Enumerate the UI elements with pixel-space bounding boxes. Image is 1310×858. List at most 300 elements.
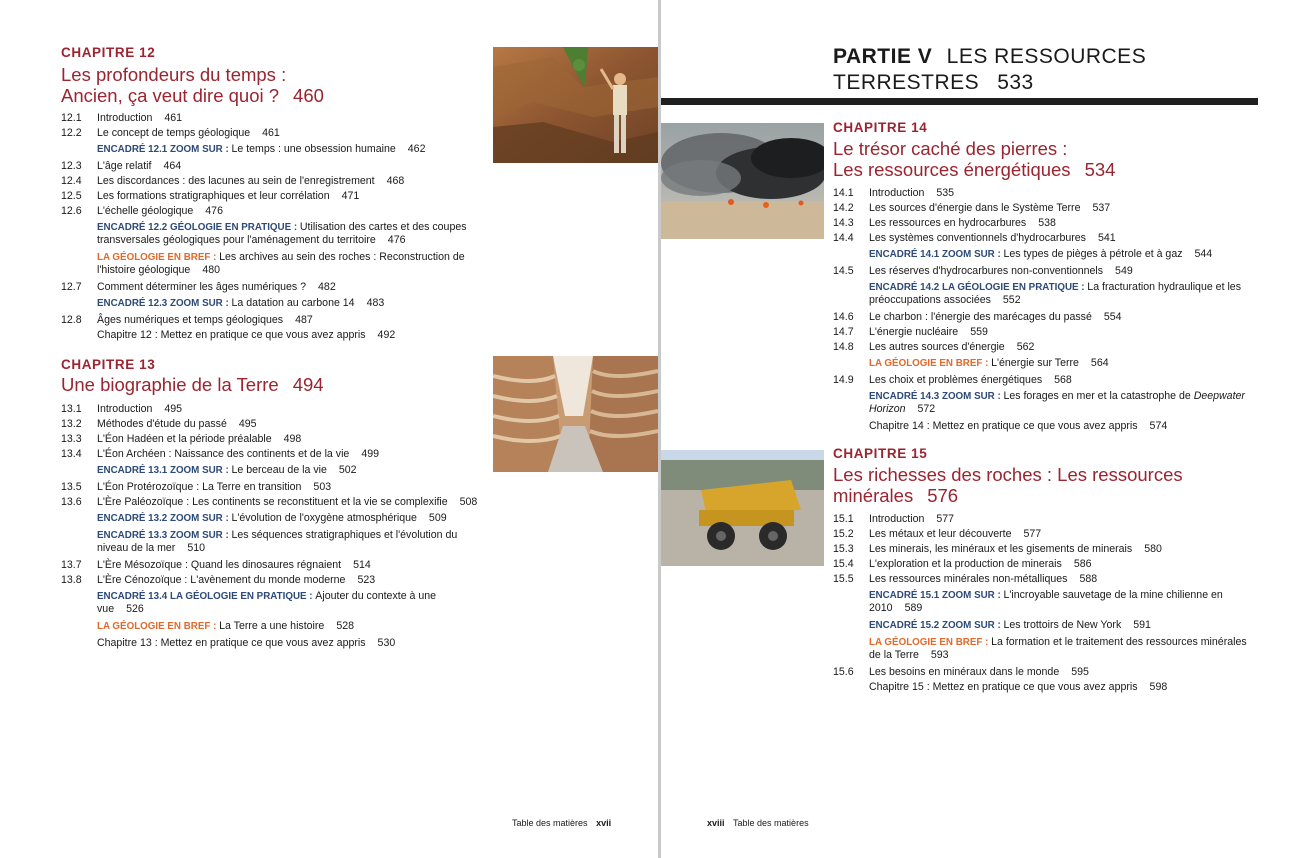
toc-entry-page: 523 [357,574,376,586]
toc-entry-page: 482 [318,281,336,293]
toc-entry[interactable] [833,557,1258,572]
toc-entry-text [869,636,1258,662]
toc-entry-text [97,573,481,588]
encadre-label: ENCADRÉ 12.1 ZOOM SUR : [97,144,232,155]
toc-entry-number: 13.3 [61,433,82,445]
toc-entry-page: 480 [202,264,220,276]
toc-entry-text [869,264,1258,279]
toc-entry-number: 14.7 [833,326,854,338]
toc-entry-title: Les autres sources d'énergie [869,341,1005,353]
toc-entry-number: 12.2 [61,127,82,139]
toc-entry-page: 514 [353,559,371,571]
toc-entry[interactable] [61,432,481,447]
toc-entry-page: 593 [930,649,949,661]
chapter-12-entries [61,111,481,343]
toc-entry-title: L'âge relatif [97,160,152,172]
toc-entry[interactable] [61,558,481,573]
toc-entry-text [97,280,481,295]
toc-box-entry[interactable] [61,463,481,478]
chapter-12-label: CHAPITRE 12 [61,45,156,60]
chapter-15-label: CHAPITRE 15 [833,446,928,461]
toc-entry-page: 471 [341,190,360,202]
toc-entry-title: Les besoins en minéraux dans le monde [869,666,1060,678]
toc-entry-title: L'évolution de l'oxygène atmosphérique [231,512,417,524]
left-footer-text: Table des matières [512,818,588,828]
oil-fire-photo [661,123,824,239]
toc-entry-number [61,464,97,477]
encadre-label: ENCADRÉ 13.2 ZOOM SUR : [97,513,232,524]
toc-entry-text [869,557,1258,572]
toc-entry-page: 528 [336,620,355,632]
toc-entry-text [97,126,481,141]
toc-entry-number: 13.6 [61,496,82,508]
toc-entry[interactable] [833,264,1258,279]
toc-entry-number: 12.7 [61,281,82,293]
toc-entry-number: 13.5 [61,481,82,493]
toc-entry[interactable] [833,419,1258,434]
toc-entry[interactable] [61,159,481,174]
toc-entry-number [61,297,97,310]
toc-entry[interactable] [833,325,1258,340]
toc-entry-page: 499 [361,448,379,460]
toc-entry-title: Introduction [869,187,925,199]
toc-entry[interactable] [833,201,1258,216]
encadre-label: ENCADRÉ 12.3 ZOOM SUR : [97,298,232,309]
toc-entry-number: 12.6 [61,205,82,217]
toc-entry-number [833,281,869,307]
chapter-13-page: 494 [292,374,324,395]
toc-entry-page: 468 [386,175,405,187]
toc-entry-text [97,313,481,328]
toc-entry[interactable] [833,216,1258,231]
toc-entry-title: Les sources d'énergie dans le Système Terre [869,202,1081,214]
geologie-en-bref-label: LA GÉOLOGIE EN BREF : [869,358,992,369]
toc-entry-number: 15.4 [833,558,854,570]
toc-entry-number: 15.1 [833,513,854,525]
toc-entry-number: 12.1 [61,112,82,124]
toc-entry-text [97,297,481,310]
toc-entry[interactable] [61,573,481,588]
chapter-15-entries [833,512,1258,695]
toc-entry-page: 559 [970,326,988,338]
toc-box-entry[interactable] [61,619,481,634]
geologie-en-bref-label: LA GÉOLOGIE EN BREF : [97,252,220,263]
toc-entry[interactable] [61,189,481,204]
toc-entry-text [97,495,481,510]
left-footer [512,818,611,828]
right-footer-page: xviii [707,818,725,828]
toc-entry-number: 13.2 [61,418,82,430]
toc-entry-number: 12.3 [61,160,82,172]
toc-entry-title: Utilisation des cartes et des coupes transversales géologiques pour l'aménagement du territoire [97,221,467,246]
toc-entry-number [833,419,869,434]
toc-box-entry[interactable] [833,247,1258,262]
toc-entry-number [61,620,97,633]
toc-entry-page: 483 [366,297,385,309]
toc-entry-page: 537 [1092,202,1111,214]
right-footer [707,818,809,828]
toc-entry-page: 552 [1002,294,1021,306]
toc-entry[interactable] [61,495,481,510]
chapter-15-title-line2: minérales [833,485,914,506]
toc-entry-text [869,527,1258,542]
toc-entry-page: 509 [428,512,447,524]
slot-canyon-photo [493,356,658,472]
toc-entry-number: 12.8 [61,314,82,326]
toc-entry-text [869,373,1258,388]
toc-entry-page: 461 [164,112,183,124]
toc-entry-title: L'exploration et la production de minerais [869,558,1062,570]
toc-entry-title: Les réserves d'hydrocarbures non-conventionnels [869,265,1104,277]
chapter-12-title[interactable] [61,64,324,106]
toc-entry[interactable] [833,231,1258,246]
toc-entry-page: 495 [164,403,183,415]
toc-entry-title: L'échelle géologique [97,205,194,217]
toc-entry-number: 15.3 [833,543,854,555]
toc-entry-page: 568 [1054,374,1072,386]
toc-box-entry[interactable] [833,618,1258,633]
toc-entry-number: 14.6 [833,311,854,323]
toc-entry-page: 572 [917,403,936,415]
toc-entry-text [869,619,1258,632]
toc-box-entry[interactable] [833,356,1258,371]
toc-entry[interactable] [61,204,481,219]
toc-entry-text [869,340,1258,355]
toc-entry-title: Introduction [869,513,925,525]
toc-entry-title: L'Ère Paléozoïque : Les continents se reconstituent et la vie se complexifie [97,496,448,508]
toc-entry-page: 498 [283,433,302,445]
toc-entry-title: L'incroyable sauvetage de la mine chilienne en 2010 [869,589,1223,614]
toc-entry-page: 588 [1079,573,1098,585]
toc-entry-number: 14.3 [833,217,854,229]
toc-entry-text [869,665,1258,680]
part-title-line1: LES RESSOURCES [946,45,1147,68]
toc-entry-page: 564 [1090,357,1109,369]
toc-box-entry[interactable] [833,635,1258,663]
toc-box-entry[interactable] [61,142,481,157]
toc-entry-title: Les formations stratigraphiques et leur corrélation [97,190,330,202]
toc-entry-text [97,143,481,156]
toc-box-entry[interactable] [61,250,481,278]
toc-entry-number [61,512,97,525]
toc-entry[interactable] [61,313,481,328]
encadre-label: ENCADRÉ 14.3 ZOOM SUR : [869,391,1004,402]
chapter-14-label: CHAPITRE 14 [833,120,928,135]
encadre-label: ENCADRÉ 15.1 ZOOM SUR : [869,590,1004,601]
toc-entry-number [833,636,869,662]
chapter-14-entries [833,186,1258,434]
toc-box-entry[interactable] [833,280,1258,308]
toc-entry-title: Les systèmes conventionnels d'hydrocarbures [869,232,1086,244]
toc-entry-page: 462 [407,143,426,155]
toc-entry[interactable] [61,328,481,343]
geologie-en-bref-label: LA GÉOLOGIE EN BREF : [869,637,992,648]
toc-box-entry[interactable] [61,589,481,617]
chapter-12-title-line2: Ancien, ça veut dire quoi ? [61,85,280,106]
toc-entry-page: 574 [1149,420,1168,432]
toc-entry-title: Âges numériques et temps géologiques [97,314,284,326]
toc-entry[interactable] [61,280,481,295]
toc-entry-title: Chapitre 13 : Mettez en pratique ce que vous avez appris [97,637,366,649]
toc-box-entry[interactable] [61,511,481,526]
chapter-14-page: 534 [1084,159,1116,180]
chapter-13-title[interactable] [61,374,324,395]
toc-entry-page: 503 [313,481,332,493]
toc-entry-title: L'énergie nucléaire [869,326,959,338]
chapter-15-title[interactable] [833,464,1183,506]
toc-entry-text [869,419,1258,434]
toc-entry-number: 14.1 [833,187,854,199]
toc-entry-text [97,402,481,417]
toc-entry-number [833,619,869,632]
toc-entry-title: Ajouter du contexte à une vue [97,590,437,615]
toc-entry-page: 502 [338,464,357,476]
toc-entry-number: 12.5 [61,190,82,202]
toc-entry[interactable] [61,447,481,462]
toc-entry-title: Chapitre 12 : Mettez en pratique ce que vous avez appris [97,329,366,341]
toc-entry-title: Chapitre 15 : Mettez en pratique ce que vous avez appris [869,681,1138,693]
toc-entry-title: Les archives au sein des roches : Reconstruction de l'histoire géologique [97,251,465,276]
toc-entry[interactable] [61,480,481,495]
toc-entry-number: 14.5 [833,265,854,277]
toc-entry[interactable] [833,680,1258,695]
toc-entry-page: 526 [126,603,144,615]
toc-entry[interactable] [61,111,481,126]
toc-entry-text [97,590,481,616]
toc-entry-number [833,589,869,615]
toc-entry-title: Comment déterminer les âges numériques ? [97,281,307,293]
toc-entry-text [869,512,1258,527]
toc-entry-text [97,417,481,432]
toc-entry-italic: Deepwater Horizon [869,390,1245,415]
toc-entry-title: Introduction [97,403,153,415]
toc-entry-page: 535 [936,187,955,199]
toc-entry-page: 549 [1115,265,1133,277]
toc-entry-page: 508 [459,496,478,508]
toc-box-entry[interactable] [61,220,481,248]
toc-entry[interactable] [833,310,1258,325]
toc-entry-number [61,328,97,343]
toc-entry-text [97,189,481,204]
toc-entry-page: 487 [295,314,313,326]
toc-entry-page: 577 [1023,528,1042,540]
toc-entry-text [97,251,481,277]
toc-entry-number: 12.4 [61,175,82,187]
chapter-12-title-line1: Les profondeurs du temps : [61,64,287,85]
toc-entry[interactable] [833,186,1258,201]
toc-entry-number [61,221,97,247]
toc-entry[interactable] [61,417,481,432]
toc-entry-page: 541 [1097,232,1116,244]
toc-entry-title: Les choix et problèmes énergétiques [869,374,1043,386]
toc-entry-number: 14.2 [833,202,854,214]
toc-entry-title: Les ressources en hydrocarbures [869,217,1027,229]
toc-entry-number [833,248,869,261]
toc-entry-text [97,512,481,525]
toc-entry-page: 595 [1071,666,1089,678]
part-label: PARTIE V [833,45,933,68]
toc-entry[interactable] [61,174,481,189]
toc-entry-number [61,590,97,616]
toc-box-entry[interactable] [61,296,481,311]
toc-entry[interactable] [61,126,481,141]
toc-entry-title: Les discordances : des lacunes au sein de l'enregistrement [97,175,375,187]
toc-entry-title: Les séquences stratigraphiques et l'évolution du niveau de la mer [97,529,458,554]
toc-entry-page: 562 [1016,341,1035,353]
chapter-15-title-line1: Les richesses des roches : Les ressources [833,464,1183,485]
chapter-13-entries [61,402,481,651]
toc-entry[interactable] [833,512,1258,527]
toc-entry-page: 598 [1149,681,1168,693]
toc-entry-title: L'Éon Protérozoïque : La Terre en transition [97,481,302,493]
toc-entry-text [869,248,1258,261]
toc-entry-page: 495 [238,418,257,430]
toc-entry-title: Le berceau de la vie [231,464,327,476]
toc-entry-title: Les types de pièges à pétrole et à gaz [1003,248,1183,260]
toc-entry-text [97,620,481,633]
toc-entry-text [97,529,481,555]
toc-entry-number: 15.6 [833,666,854,678]
part-title-line2: TERRESTRES [833,71,980,94]
encadre-label: ENCADRÉ 15.2 ZOOM SUR : [869,620,1004,631]
toc-entry-text [869,186,1258,201]
chapter-14-title-line2: Les ressources énergétiques [833,159,1071,180]
toc-entry-text [869,589,1258,615]
toc-entry-number [61,529,97,555]
toc-entry-title: Le temps : une obsession humaine [231,143,396,155]
toc-entry[interactable] [833,665,1258,680]
toc-entry-title: Les métaux et leur découverte [869,528,1012,540]
toc-entry-text [869,231,1258,246]
toc-entry-number [833,357,869,370]
toc-entry-number: 15.2 [833,528,854,540]
right-footer-text: Table des matières [733,818,809,828]
toc-entry-title: La formation et le traitement des ressources minérales de la Terre [869,636,1247,661]
toc-entry-title: Les minerais, les minéraux et les gisements de minerais [869,543,1133,555]
chapter-13-label: CHAPITRE 13 [61,357,156,372]
encadre-label: ENCADRÉ 14.2 LA GÉOLOGIE EN PRATIQUE : [869,282,1088,293]
toc-entry-page: 554 [1103,311,1122,323]
toc-entry-text [97,558,481,573]
toc-entry-number: 13.8 [61,574,82,586]
toc-entry-title: Méthodes d'étude du passé [97,418,227,430]
toc-entry-title: Les ressources minérales non-métalliques [869,573,1068,585]
toc-entry-text [97,328,481,343]
toc-entry[interactable] [61,402,481,417]
toc-entry-page: 589 [904,602,923,614]
encadre-label: ENCADRÉ 14.1 ZOOM SUR : [869,249,1004,260]
toc-entry-text [97,447,481,462]
geologie-en-bref-label: LA GÉOLOGIE EN BREF : [97,621,220,632]
toc-entry-page: 461 [262,127,280,139]
chapter-14-title[interactable] [833,138,1115,180]
toc-box-entry[interactable] [833,389,1258,417]
encadre-label: ENCADRÉ 13.1 ZOOM SUR : [97,465,232,476]
toc-entry-text [869,357,1258,370]
toc-entry-text [869,281,1258,307]
encadre-label: ENCADRÉ 13.3 ZOOM SUR : [97,530,232,541]
toc-entry-text [97,480,481,495]
chapter-14-title-line1: Le trésor caché des pierres : [833,138,1068,159]
chapter-12-page: 460 [293,85,324,106]
toc-entry-text [97,159,481,174]
toc-entry-text [869,680,1258,695]
toc-entry-page: 476 [387,234,406,246]
chapter-13-title-line1: Une biographie de la Terre [61,374,279,395]
toc-entry-title: La Terre a une histoire [219,620,325,632]
toc-entry-number [61,251,97,277]
toc-entry-number: 13.7 [61,559,82,571]
toc-entry-text [869,390,1258,416]
part-page: 533 [997,71,1034,94]
toc-entry-title: L'énergie sur Terre [991,357,1079,369]
toc-entry-number: 14.8 [833,341,854,353]
toc-entry-text [97,432,481,447]
toc-entry-number: 14.9 [833,374,854,386]
toc-entry-page: 510 [187,542,206,554]
toc-entry-number: 14.4 [833,232,854,244]
toc-entry-text [97,174,481,189]
toc-entry-page: 476 [205,205,223,217]
toc-entry-page: 538 [1038,217,1056,229]
toc-entry-text [869,325,1258,340]
toc-entry-text [97,111,481,126]
toc-entry-title: L'Ère Mésozoïque : Quand les dinosaures régnaient [97,559,342,571]
toc-entry-title: Les forages en mer et la catastrophe de [1003,390,1191,402]
chapter-15-page: 576 [927,485,959,506]
toc-entry-title: Le charbon : l'énergie des marécages du passé [869,311,1092,323]
geologist-rock-photo [493,47,658,163]
toc-entry-text [869,216,1258,231]
toc-entry[interactable] [833,527,1258,542]
toc-entry-number [833,390,869,416]
toc-entry-text [869,310,1258,325]
toc-entry[interactable] [833,340,1258,355]
toc-entry-title: L'Éon Archéen : Naissance des continents et de la vie [97,448,350,460]
toc-entry[interactable] [61,636,481,651]
toc-entry[interactable] [833,542,1258,557]
encadre-label: ENCADRÉ 12.2 GÉOLOGIE EN PRATIQUE : [97,222,300,233]
toc-entry-text [869,201,1258,216]
toc-entry-page: 591 [1133,619,1151,631]
toc-entry-number: 13.4 [61,448,82,460]
left-footer-page: xvii [596,818,612,828]
part-rule [661,98,1258,105]
encadre-label: ENCADRÉ 13.4 LA GÉOLOGIE EN PRATIQUE : [97,591,316,602]
toc-box-entry[interactable] [833,588,1258,616]
toc-entry-page: 544 [1194,248,1213,260]
part-heading[interactable] [833,44,1146,96]
toc-entry-title: Introduction [97,112,153,124]
toc-entry[interactable] [833,373,1258,388]
toc-entry-number [61,636,97,651]
toc-entry-text [97,464,481,477]
toc-entry-page: 464 [163,160,182,172]
toc-entry-page: 577 [936,513,955,525]
toc-entry-title: L'Éon Hadéen et la période préalable [97,433,272,445]
toc-entry[interactable] [833,572,1258,587]
toc-entry-title: La fracturation hydraulique et les préoccupations associées [869,281,1241,306]
toc-entry-text [97,221,481,247]
toc-entry-number [61,143,97,156]
toc-entry-page: 586 [1073,558,1092,570]
toc-box-entry[interactable] [61,528,481,556]
toc-entry-title: Le concept de temps géologique [97,127,251,139]
toc-entry-text [869,542,1258,557]
toc-entry-title: Les trottoirs de New York [1003,619,1122,631]
toc-entry-number: 13.1 [61,403,82,415]
toc-entry-page: 492 [377,329,396,341]
